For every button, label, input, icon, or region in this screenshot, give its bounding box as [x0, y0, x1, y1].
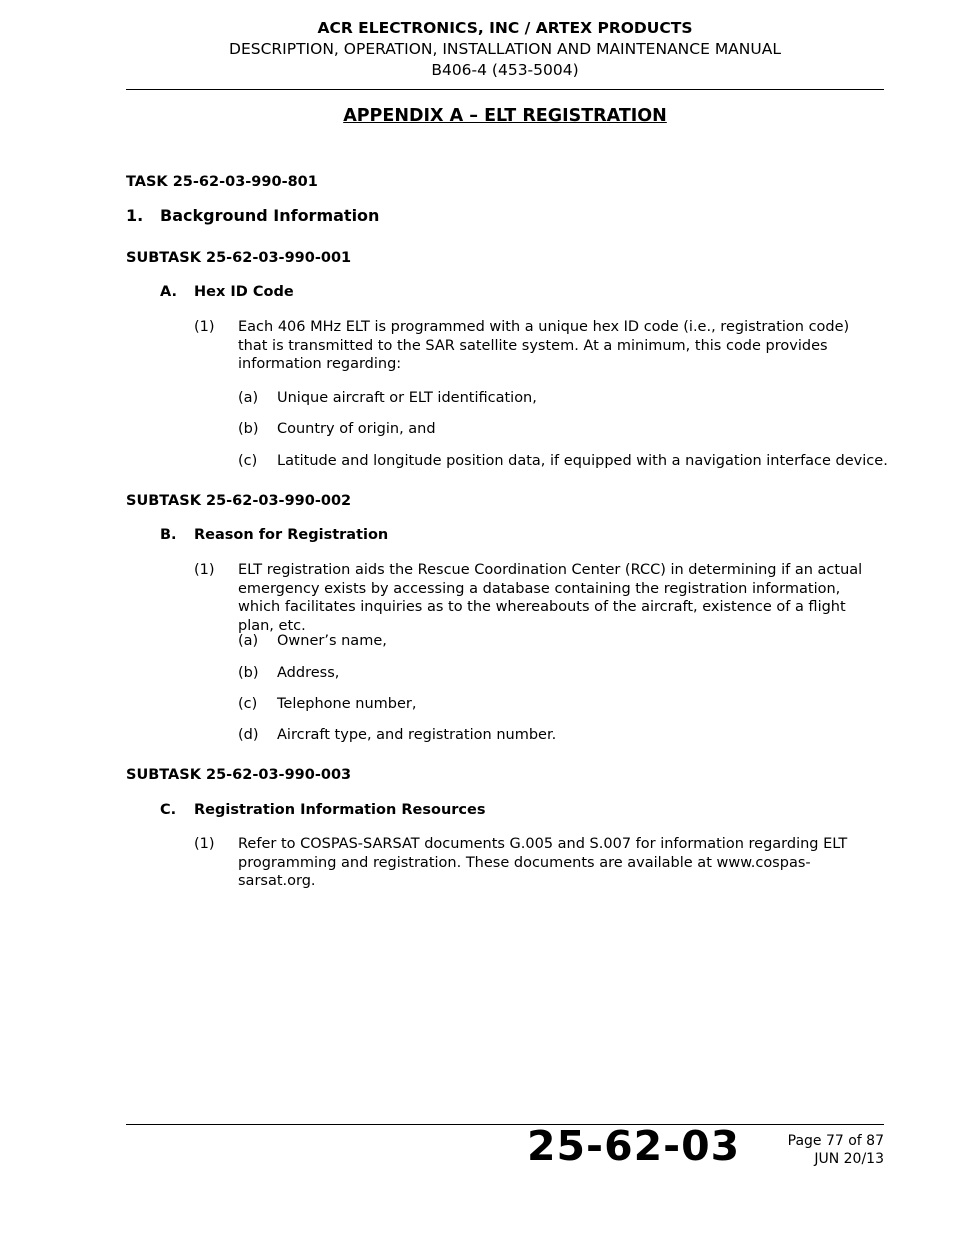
item-text: ELT registration aids the Rescue Coordination Center (RCC) in determining if an actual emergency exists by accessing a database containing the registration information, which facilitates inquiries as to the whereabouts of the aircraft, existence of a flight plan, etc.: [238, 562, 863, 634]
item-text: Each 406 MHz ELT is programmed with a unique hex ID code (i.e., registration code) that is transmitted to the SAR satellite system. At a minimum, this code provides information regarding:: [238, 319, 850, 372]
subitem-number: (b): [238, 421, 259, 437]
header-manual-title: DESCRIPTION, OPERATION, INSTALLATION AND MAINTENANCE MANUAL: [229, 40, 781, 58]
item-number: (1): [194, 836, 215, 852]
subitem-text: Telephone number,: [277, 696, 417, 712]
footer-chapter-code: 25-62-03: [527, 1122, 741, 1170]
footer-divider: [126, 1124, 884, 1125]
subitem-number: (c): [238, 696, 258, 712]
task-label: TASK 25-62-03-990-801: [126, 174, 318, 190]
subtask-label: SUBTASK 25-62-03-990-002: [126, 493, 352, 509]
subitem-number: (c): [238, 453, 258, 469]
subitem-text: Latitude and longitude position data, if equipped with a navigation interface device.: [277, 453, 888, 469]
section-number: 1.: [126, 206, 144, 225]
page-number: Page 77 of 87: [787, 1133, 884, 1149]
subtask-label: SUBTASK 25-62-03-990-001: [126, 250, 352, 266]
subitem-number: (a): [238, 390, 259, 406]
subsection-heading: Registration Information Resources: [194, 802, 486, 818]
subitem-text: Owner’s name,: [277, 633, 387, 649]
subsection-letter: C.: [160, 802, 177, 818]
subsection-heading: Reason for Registration: [194, 527, 389, 543]
subsection-letter: A.: [160, 284, 177, 300]
header-model: B406-4 (453-5004): [431, 61, 579, 79]
subitem-text: Address,: [277, 665, 340, 681]
footer-page-info: [788, 1132, 884, 1168]
subitem-number: (d): [238, 727, 259, 743]
subitem-number: (b): [238, 665, 259, 681]
header-divider: [126, 89, 884, 90]
section-title: Background Information: [160, 206, 380, 225]
item-text: Refer to COSPAS-SARSAT documents G.005 and S.007 for information regarding ELT programming and registration. These documents are available at www.cospas-sarsat.org.: [238, 836, 848, 889]
item-number: (1): [194, 319, 215, 335]
subitem-number: (a): [238, 633, 259, 649]
revision-date: JUN 20/13: [814, 1151, 884, 1167]
subsection-heading: Hex ID Code: [194, 284, 294, 300]
subsection-letter: B.: [160, 527, 177, 543]
subtask-label: SUBTASK 25-62-03-990-003: [126, 767, 352, 783]
subitem-text: Unique aircraft or ELT identification,: [277, 390, 537, 406]
appendix-title: APPENDIX A – ELT REGISTRATION: [343, 106, 667, 126]
header-company: ACR ELECTRONICS, INC / ARTEX PRODUCTS: [317, 19, 693, 37]
item-number: (1): [194, 562, 215, 578]
subitem-text: Aircraft type, and registration number.: [277, 727, 557, 743]
subitem-text: Country of origin, and: [277, 421, 436, 437]
